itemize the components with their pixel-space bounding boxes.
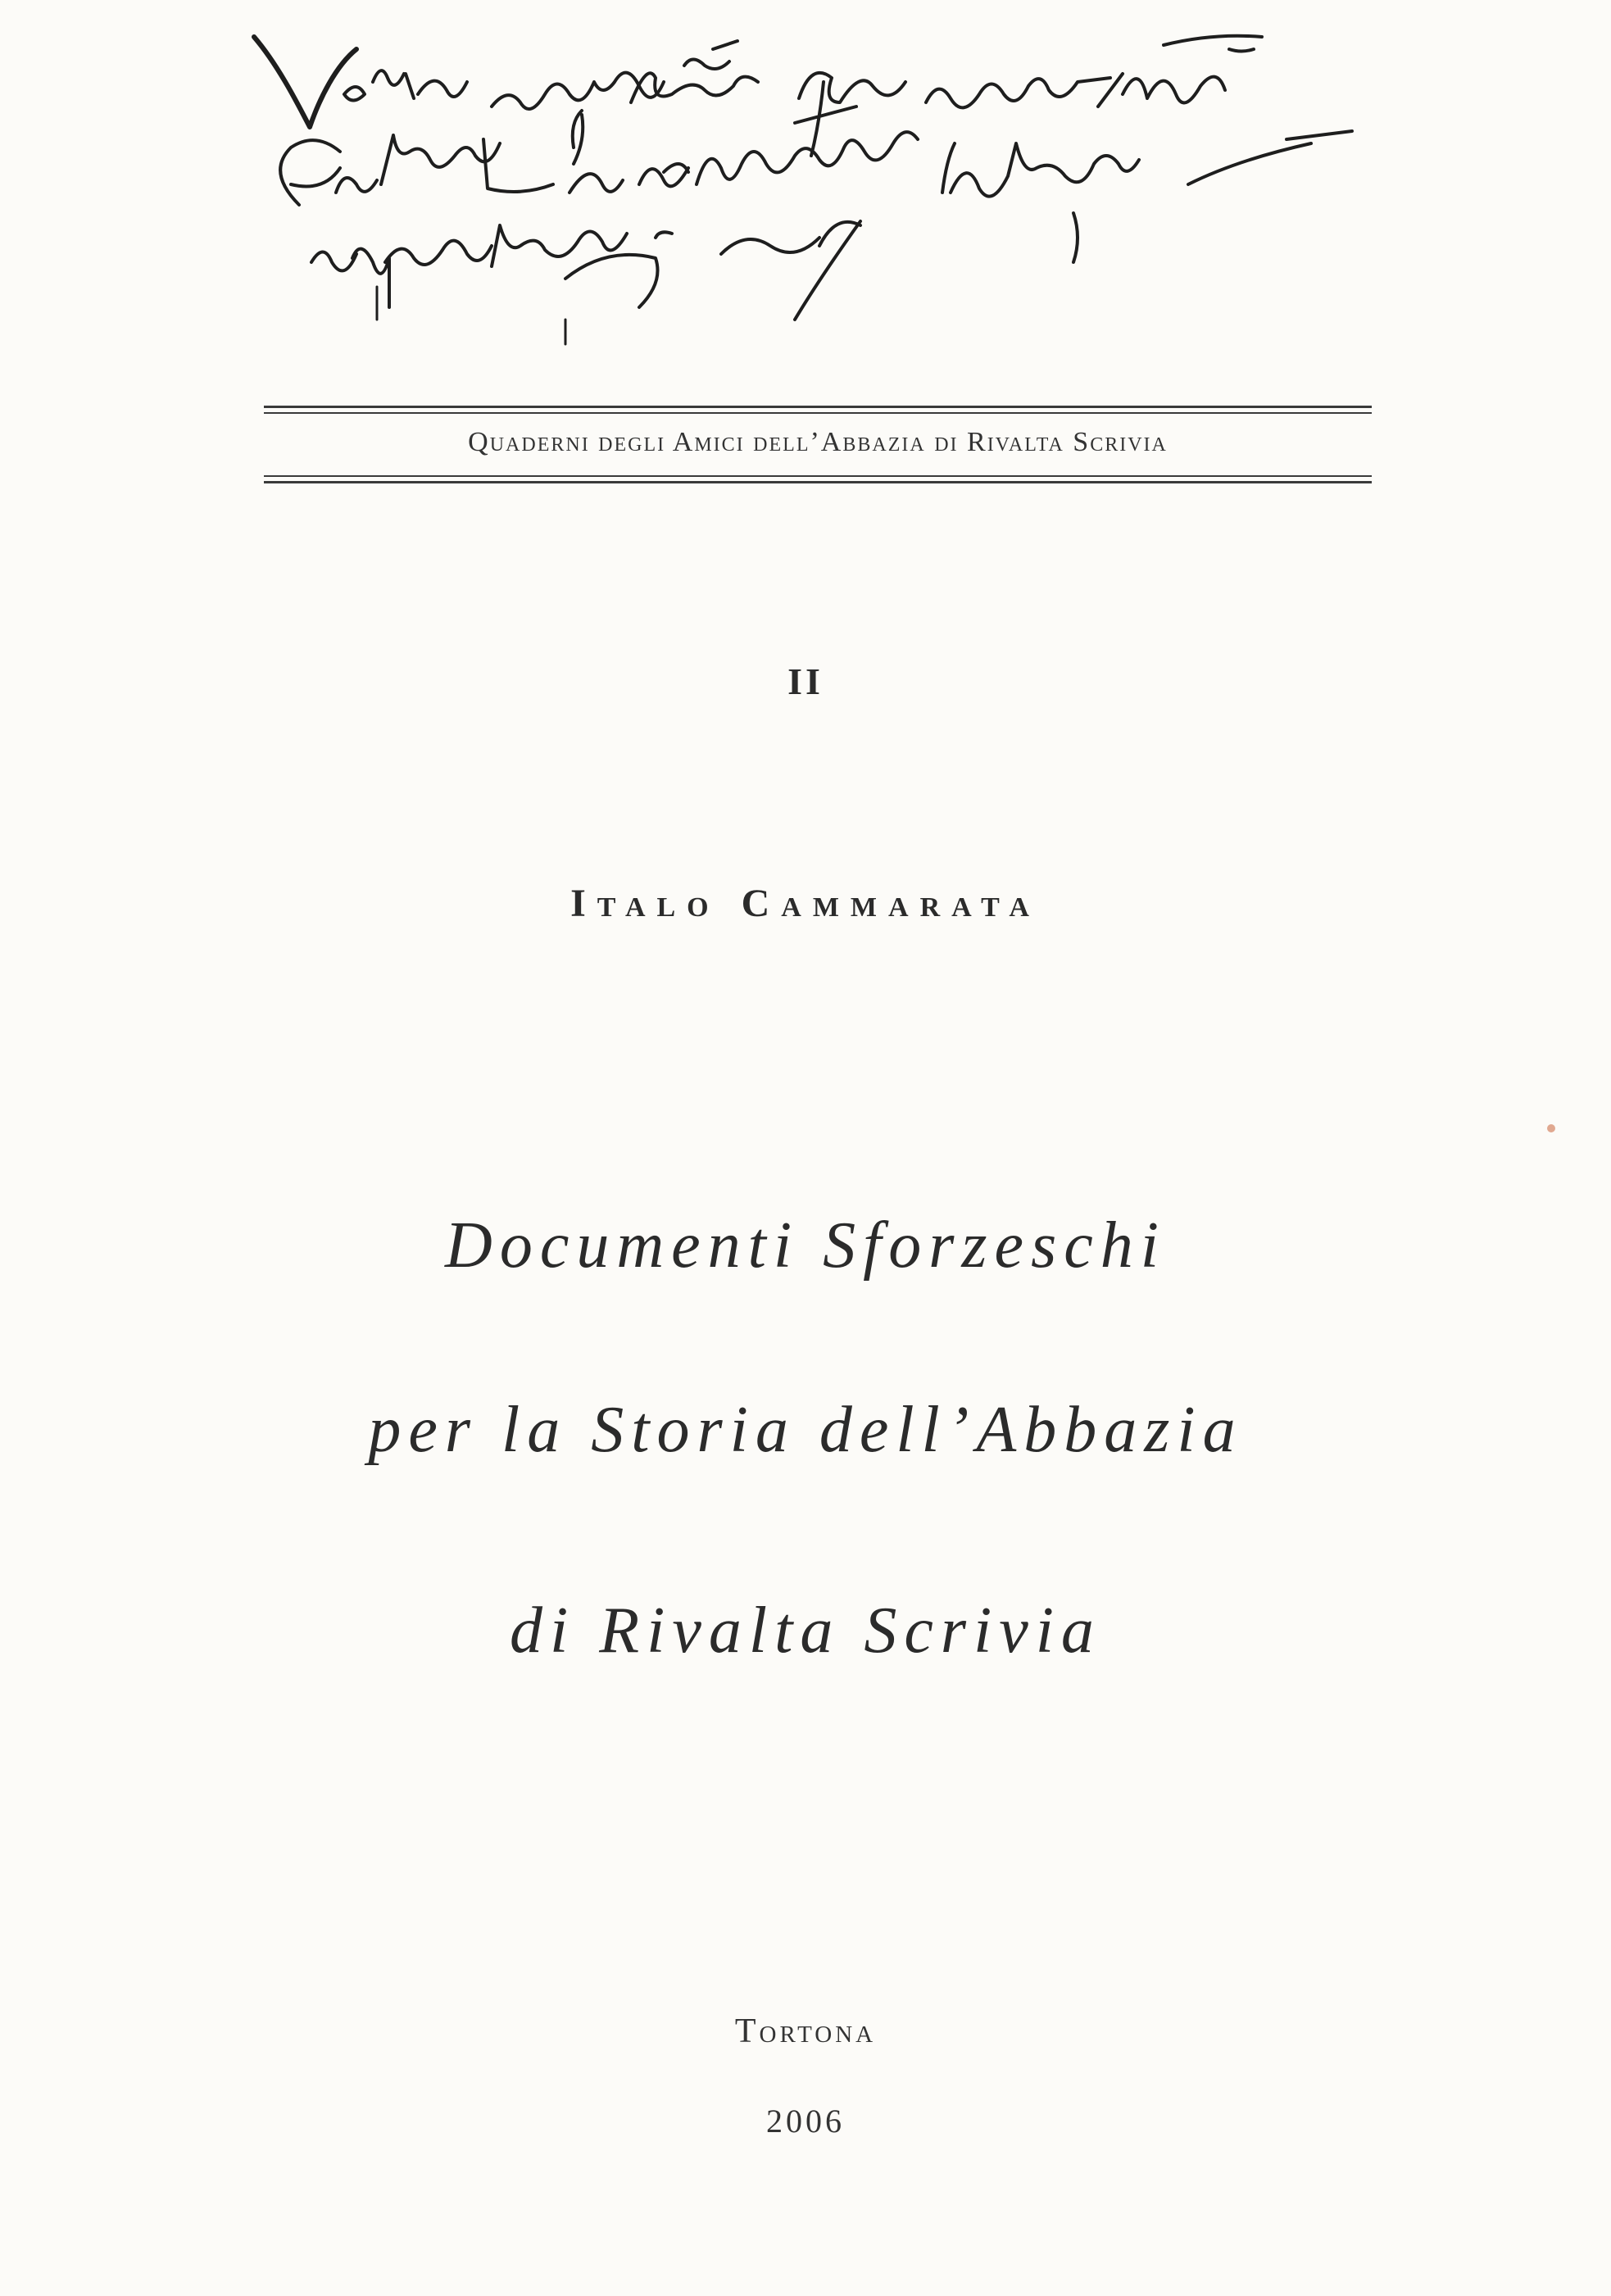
series-title: Quaderni degli Amici dell’Abbazia di Rivalta Scrivia — [468, 427, 1168, 457]
author-name: Italo Cammarata — [570, 882, 1041, 925]
title-line-2: per la Storia dell’Abbazia — [368, 1394, 1243, 1466]
title-line-1: Documenti Sforzeschi — [445, 1209, 1166, 1282]
volume-number: II — [787, 660, 824, 702]
bottom-rule-thick — [264, 481, 1372, 483]
title-line-3: di Rivalta Scrivia — [510, 1595, 1101, 1667]
series-band — [264, 406, 1372, 488]
manuscript-signature-image — [221, 16, 1418, 402]
imprint-place: Tortona — [734, 2012, 877, 2050]
top-rule-thick — [264, 406, 1372, 408]
paper-speck — [1547, 1124, 1555, 1132]
bottom-rule-thin — [264, 475, 1372, 477]
imprint-year: 2006 — [766, 2103, 845, 2139]
top-rule-thin — [264, 412, 1372, 414]
